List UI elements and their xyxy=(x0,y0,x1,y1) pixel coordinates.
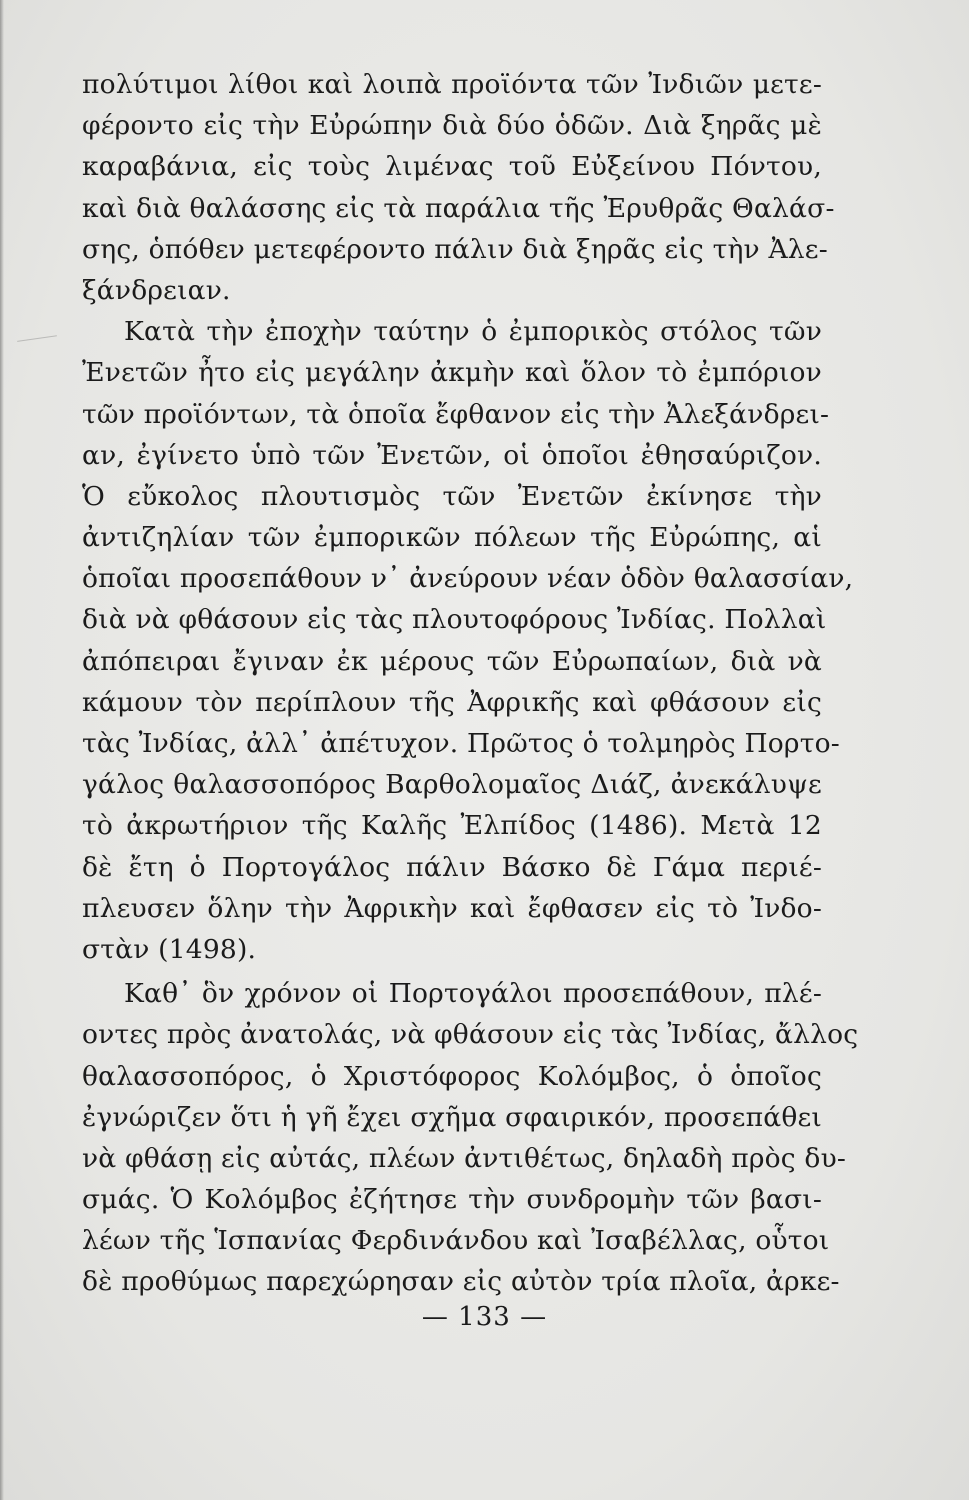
text-line: ὁποῖαι προσεπάθουν ν᾿ ἀνεύρουν νέαν ὁδὸν θαλασσίαν, xyxy=(82,563,854,595)
text-line: πολύτιμοι λίθοι καὶ λοιπὰ προϊόντα τῶν Ἰνδιῶν μετε- xyxy=(82,69,822,100)
text-line: κάμουν τὸν περίπλουν τῆς Ἀφρικῆς καὶ φθάσουν εἰς xyxy=(82,686,822,718)
scan-mark xyxy=(17,335,59,355)
text-line: τῶν προϊόντων, τὰ ὁποῖα ἔφθανον εἰς τὴν Ἀλεξάνδρει- xyxy=(82,398,830,430)
text-line: σης, ὁπόθεν μετεφέροντο πάλιν διὰ ξηρᾶς εἰς τὴν Ἀλε- xyxy=(82,233,828,265)
text-line: Καθ᾿ ὃν χρόνον οἱ Πορτογάλοι προσεπάθουν, πλέ- xyxy=(124,978,822,1010)
text-line: πλευσεν ὅλην τὴν Ἀφρικὴν καὶ ἔφθασεν εἰς τὸ Ἰνδο- xyxy=(82,892,822,924)
text-line: τὸ ἀκρωτήριον τῆς Καλῆς Ἐλπίδος (1486). Μετὰ 12 xyxy=(82,810,822,842)
text-line: γάλος θαλασσοπόρος Βαρθολομαῖος Διάζ, ἀνεκάλυψε xyxy=(82,769,822,801)
text-line: νὰ φθάσῃ εἰς αὐτάς, πλέων ἀντιθέτως, δηλαδὴ πρὸς δυ- xyxy=(82,1142,847,1174)
text-line: Ἐνετῶν ἦτο εἰς μεγάλην ἀκμὴν καὶ ὅλον τὸ ἐμπόριον xyxy=(82,357,822,389)
text-line: διὰ νὰ φθάσουν εἰς τὰς πλουτοφόρους Ἰνδίας. Πολλαὶ xyxy=(82,604,827,636)
text-line: ἀντιζηλίαν τῶν ἐμπορικῶν πόλεων τῆς Εὐρώπης, αἱ xyxy=(82,522,822,554)
paragraph-1 xyxy=(82,64,835,311)
text-line: δὲ προθύμως παρεχώρησαν εἰς αὐτὸν τρία πλοῖα, ἀρκε- xyxy=(82,1266,840,1298)
text-line: αν, ἐγίνετο ὑπὸ τῶν Ἐνετῶν, οἱ ὁποῖοι ἐθησαύριζον. xyxy=(82,439,822,471)
page-binding-shadow xyxy=(0,0,4,1500)
text-line: τὰς Ἰνδίας, ἀλλ᾿ ἀπέτυχον. Πρῶτος ὁ τολμηρὸς Πορτο- xyxy=(82,728,840,759)
text-line: Κατὰ τὴν ἐποχὴν ταύτην ὁ ἐμπορικὸς στόλος τῶν xyxy=(124,316,822,348)
text-line: σμάς. Ὁ Κολόμβος ἐζήτησε τὴν συνδρομὴν τῶν βασι- xyxy=(82,1184,822,1216)
text-line: καραβάνια, εἰς τοὺς λιμένας τοῦ Εὐξείνου Πόντου, xyxy=(82,151,822,183)
text-line: Ὁ εὔκολος πλουτισμὸς τῶν Ἐνετῶν ἐκίνησε τὴν xyxy=(82,480,822,512)
text-line: ἐγνώριζεν ὅτι ἡ γῆ ἔχει σχῆμα σφαιρικόν, προσεπάθει xyxy=(82,1101,822,1133)
paragraph-2 xyxy=(82,311,854,970)
text-line: δὲ ἔτη ὁ Πορτογάλος πάλιν Βάσκο δὲ Γάμα περιέ- xyxy=(82,851,822,883)
text-line: ἀπόπειραι ἔγιναν ἐκ μέρους τῶν Εὐρωπαίων, διὰ νὰ xyxy=(82,645,822,677)
text-line: λέων τῆς Ἱσπανίας Φερδινάνδου καὶ Ἰσαβέλλας, οὗτοι xyxy=(82,1225,830,1257)
page-number: — 133 — xyxy=(421,1302,548,1332)
body-text xyxy=(82,64,859,1303)
text-line: ξάνδρειαν. xyxy=(82,274,231,306)
text-line: θαλασσοπόρος, ὁ Χριστόφορος Κολόμβος, ὁ ὁποῖος xyxy=(82,1060,822,1092)
text-line: καὶ διὰ θαλάσσης εἰς τὰ παράλια τῆς Ἐρυθρᾶς Θαλάσ- xyxy=(82,192,835,224)
text-line: οντες πρὸς ἀνατολάς, νὰ φθάσουν εἰς τὰς Ἰνδίας, ἄλλος xyxy=(82,1019,859,1051)
paragraph-3 xyxy=(82,973,859,1303)
text-line: φέροντο εἰς τὴν Εὐρώπην διὰ δύο ὁδῶν. Διὰ ξηρᾶς μὲ xyxy=(82,110,822,142)
text-line: στὰν (1498). xyxy=(82,933,257,965)
